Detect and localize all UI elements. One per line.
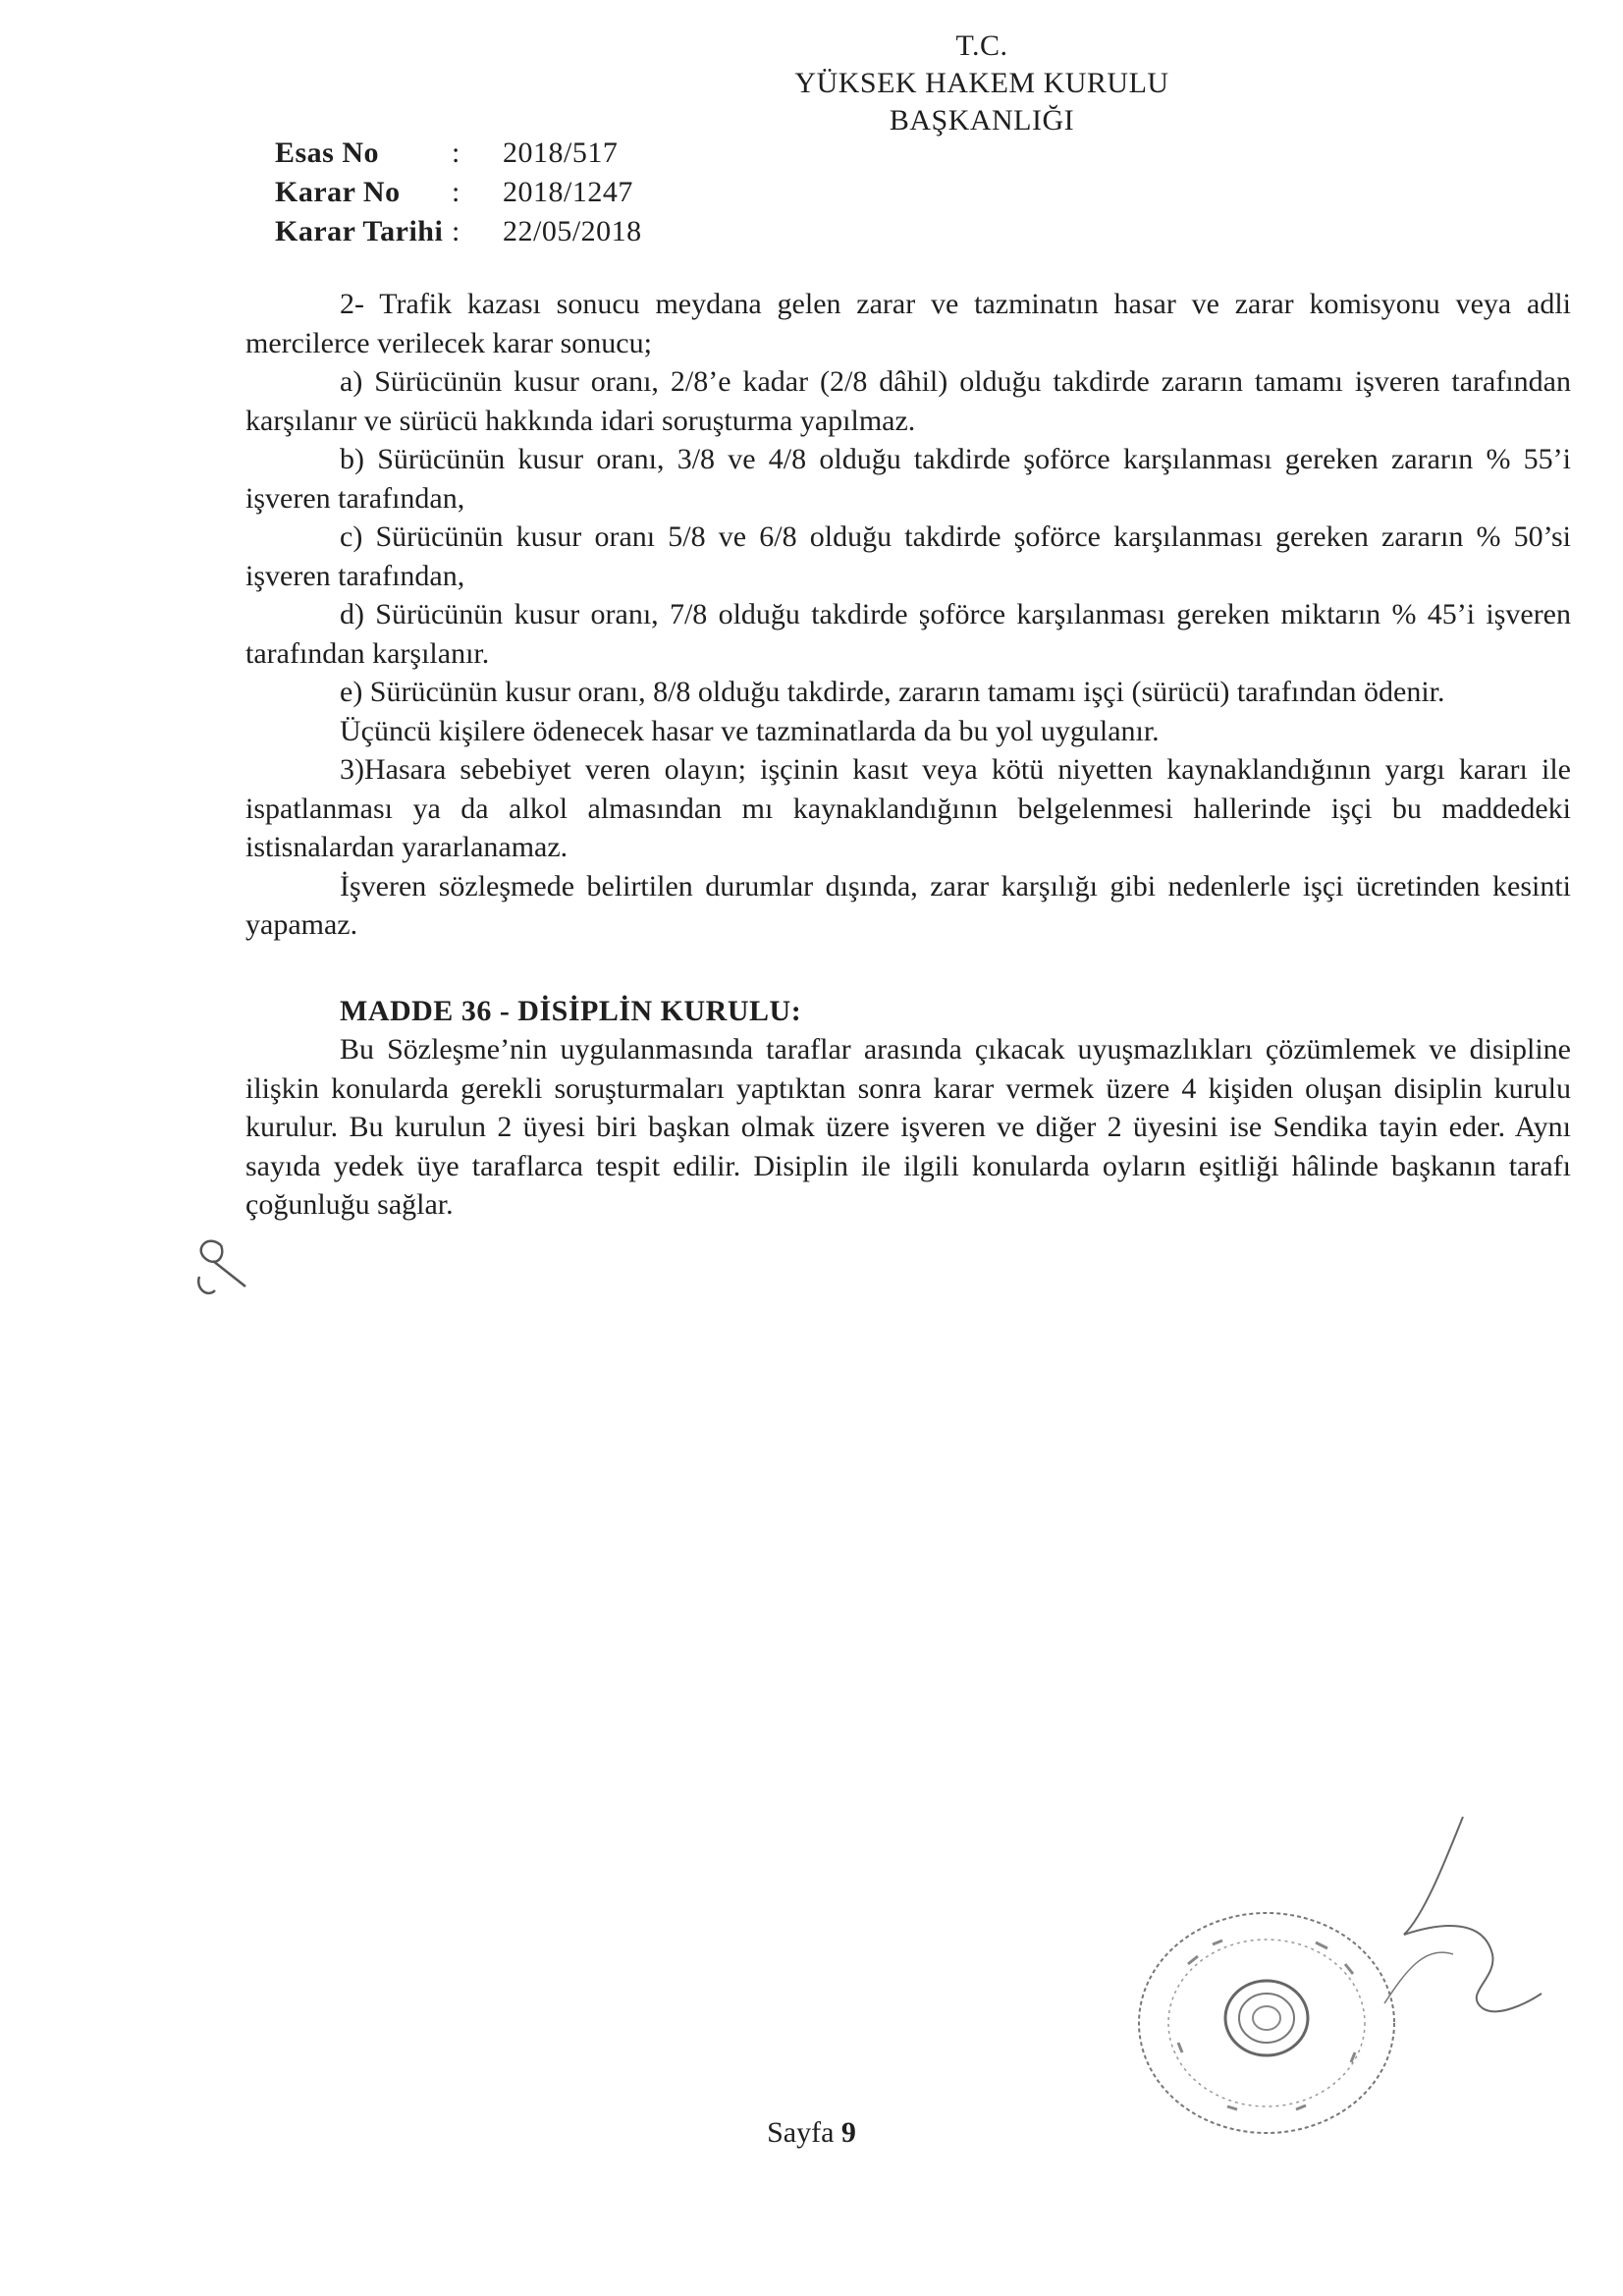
document-header <box>589 27 1375 139</box>
paragraph: 2- Trafik kazası sonucu meydana gelen zarar ve tazminatın hasar ve zarar komisyonu veya adli mercilerce verilecek karar sonucu; <box>245 288 1571 359</box>
paragraph: c) Sürücünün kusur oranı 5/8 ve 6/8 olduğu takdirde şoförce karşılanması gereken zararın % 50’si işveren tarafından, <box>245 520 1571 592</box>
tarih-value: 22/05/2018 <box>503 215 642 247</box>
document-body <box>245 285 1571 1225</box>
header-tc: T.C. <box>955 29 1008 62</box>
esas-label: Esas No <box>275 137 380 169</box>
karar-row <box>275 173 642 212</box>
page-label: Sayfa <box>767 2116 835 2149</box>
esas-value: 2018/517 <box>503 137 619 169</box>
case-metadata <box>275 134 642 251</box>
article-heading: MADDE 36 - DİSİPLİN KURULU: <box>340 994 802 1027</box>
header-institution: YÜKSEK HAKEM KURULU <box>794 67 1169 99</box>
paragraph: a) Sürücünün kusur oranı, 2/8’e kadar (2/8 dâhil) olduğu takdirde zararın tamamı işveren tarafından karşılanır ve sürücü hakkında idari soruşturma yapılmaz. <box>245 365 1571 437</box>
karar-value: 2018/1247 <box>503 176 633 208</box>
paragraph: 3)Hasara sebebiyet veren olayın; işçinin kasıt veya kötü niyetten kaynaklandığının yargı kararı ile ispatlanması ya da alkol almasından mı kaynaklandığının belgelenmesi hallerinde işçi bu maddedeki istisnalardan yararlanamaz. <box>245 753 1571 863</box>
paragraph: e) Sürücünün kusur oranı, 8/8 olduğu takdirde, zararın tamamı işçi (sürücü) tarafından ödenir. <box>340 676 1445 708</box>
paragraph: Bu Sözleşme’nin uygulanmasında taraflar arasında çıkacak uyuşmazlıkları çözümlemek ve disipline ilişkin konularda gerekli soruşturmaları yaptıktan sonra karar vermek üzere 4 kişiden oluşan disiplin kurulu kurulur. Bu kurulun 2 üyesi biri başkan olmak üzere işveren ve diğer 2 üyesini ise Sendika tayin eder. Aynı sayıda yedek üye taraflarca tespit edilir. Disiplin ile ilgili konularda oyların eşitliği hâlinde başkanın tarafı çoğunluğu sağlar. <box>245 1033 1571 1221</box>
official-seal-stamp <box>1119 1895 1414 2151</box>
header-presidency: BAŞKANLIĞI <box>889 104 1075 137</box>
page-number: 9 <box>840 2116 856 2149</box>
paragraph: d) Sürücünün kusur oranı, 7/8 olduğu takdirde şoförce karşılanması gereken miktarın % 45’i işveren tarafından karşılanır. <box>245 598 1571 670</box>
paragraph: b) Sürücünün kusur oranı, 3/8 ve 4/8 olduğu takdirde şoförce karşılanması gereken zararın % 55’i işveren tarafından, <box>245 443 1571 515</box>
paragraph: Üçüncü kişilere ödenecek hasar ve tazminatlarda da bu yol uygulanır. <box>340 714 1160 747</box>
esas-row <box>275 134 642 173</box>
karar-label: Karar No <box>275 176 401 208</box>
handwritten-initials <box>191 1228 260 1306</box>
page-footer <box>0 2116 1623 2150</box>
tarih-row <box>275 212 642 251</box>
separator: : <box>452 176 460 208</box>
separator: : <box>452 215 460 247</box>
paragraph: İşveren sözleşmede belirtilen durumlar dışında, zarar karşılığı gibi nedenlerle işçi ücretinden kesinti yapamaz. <box>245 869 1571 941</box>
separator: : <box>452 137 460 169</box>
tarih-label: Karar Tarihi <box>275 215 444 247</box>
